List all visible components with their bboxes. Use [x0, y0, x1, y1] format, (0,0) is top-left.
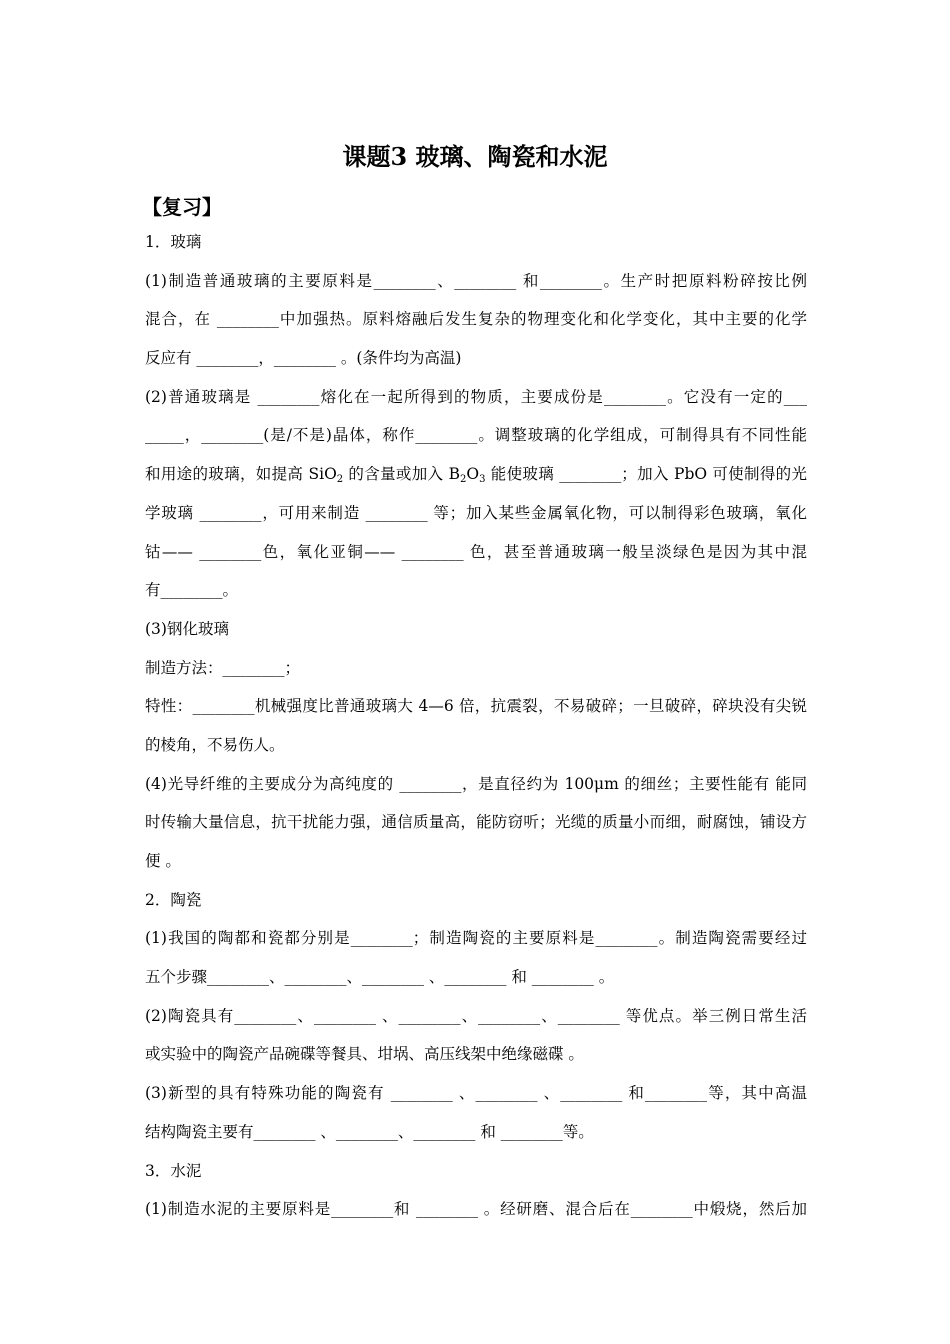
subscript: 2 — [460, 474, 467, 486]
text-span: O — [466, 465, 480, 484]
text-line: 1．玻璃 — [145, 233, 202, 251]
document-body — [145, 230, 807, 1236]
text-line: 或实验中的陶瓷产品碗碟等餐具、坩埚、高压线架中绝缘磁碟 。 — [145, 1045, 584, 1064]
text-line: 制造方法：________； — [145, 658, 301, 677]
text-line: 2．陶瓷 — [145, 890, 202, 909]
text-line: 反应有 ________，________ 。(条件均为高温) — [145, 349, 462, 368]
text-line: (3)钢化玻璃 — [145, 619, 229, 638]
text-line: (3)新型的具有特殊功能的陶瓷有 ________ 、________ 、________ 和________等，其中高温 — [145, 1084, 807, 1103]
text-line: 3．水泥 — [145, 1161, 202, 1180]
subscript: 3 — [479, 474, 486, 486]
text-line: (1)我国的陶都和瓷都分别是________；制造陶瓷的主要原料是________。制造陶瓷需要经过 — [145, 929, 807, 948]
text-line: (4)光导纤维的主要成分为高纯度的 ________，是直径约为 100μm 的细丝；主要性能有 能同 — [145, 774, 807, 793]
text-line: (1)制造普通玻璃的主要原料是________、________ 和________。生产时把原料粉碎按比例 — [145, 271, 807, 290]
section-heading: 【复习】 — [142, 195, 222, 219]
text-line: 的棱角，不易伤人。 — [145, 735, 285, 754]
text-line: 五个步骤________、________、________ 、________ 和 ________ 。 — [145, 968, 615, 987]
text-line: 特性：________机械强度比普通玻璃大 4—6 倍，抗震裂，不易破碎；一旦破碎，碎块没有尖锐 — [145, 697, 807, 716]
text-line: 时传输大量信息，抗干扰能力强，通信质量高，能防窃听；光缆的质量小而细，耐腐蚀，铺设方 — [145, 813, 807, 832]
text-line — [145, 462, 807, 501]
text-line: 钴—— ________色，氧化亚铜—— ________ 色，甚至普通玻璃一般呈淡绿色是因为其中混 — [145, 542, 807, 561]
text-line: 结构陶瓷主要有________ 、________、________ 和 ________等。 — [145, 1122, 594, 1141]
text-span: 和用途的玻璃，如提高 SiO — [145, 465, 337, 484]
text-line: 便 。 — [145, 852, 181, 870]
text-span: 的含量或加入 B — [343, 465, 461, 484]
text-line: 有________。 — [145, 581, 239, 600]
text-line — [145, 423, 807, 462]
subscript: 2 — [336, 474, 344, 486]
page-title: 课题3 玻璃、陶瓷和水泥 — [342, 142, 608, 171]
text-line: 学玻璃 ________，可用来制造 ________ 等；加入某些金属氧化物，可以制得彩色玻璃，氧化 — [145, 503, 807, 522]
text-span: 能使玻璃 ________；加入 PbO 可使制得的光 — [485, 465, 807, 484]
text-line: (2)陶瓷具有________、________ 、________、________、________ 等优点。举三例日常生活 — [145, 1006, 807, 1025]
text-line: (2)普通玻璃是 ________熔化在一起所得到的物质，主要成份是________。它没有一定的___ — [145, 387, 807, 406]
text-line: (1)制造水泥的主要原料是________和 ________ 。经研磨、混合后在________中煅烧，然后加 — [145, 1200, 807, 1219]
text-line: 混合，在 ________中加强热。原料熔融后发生复杂的物理变化和化学变化，其中主要的化学 — [145, 310, 807, 329]
text-span: _____，________(是/不是)晶体，称作________。调整玻璃的化学组成，可制得具有不同性能 — [145, 426, 807, 445]
